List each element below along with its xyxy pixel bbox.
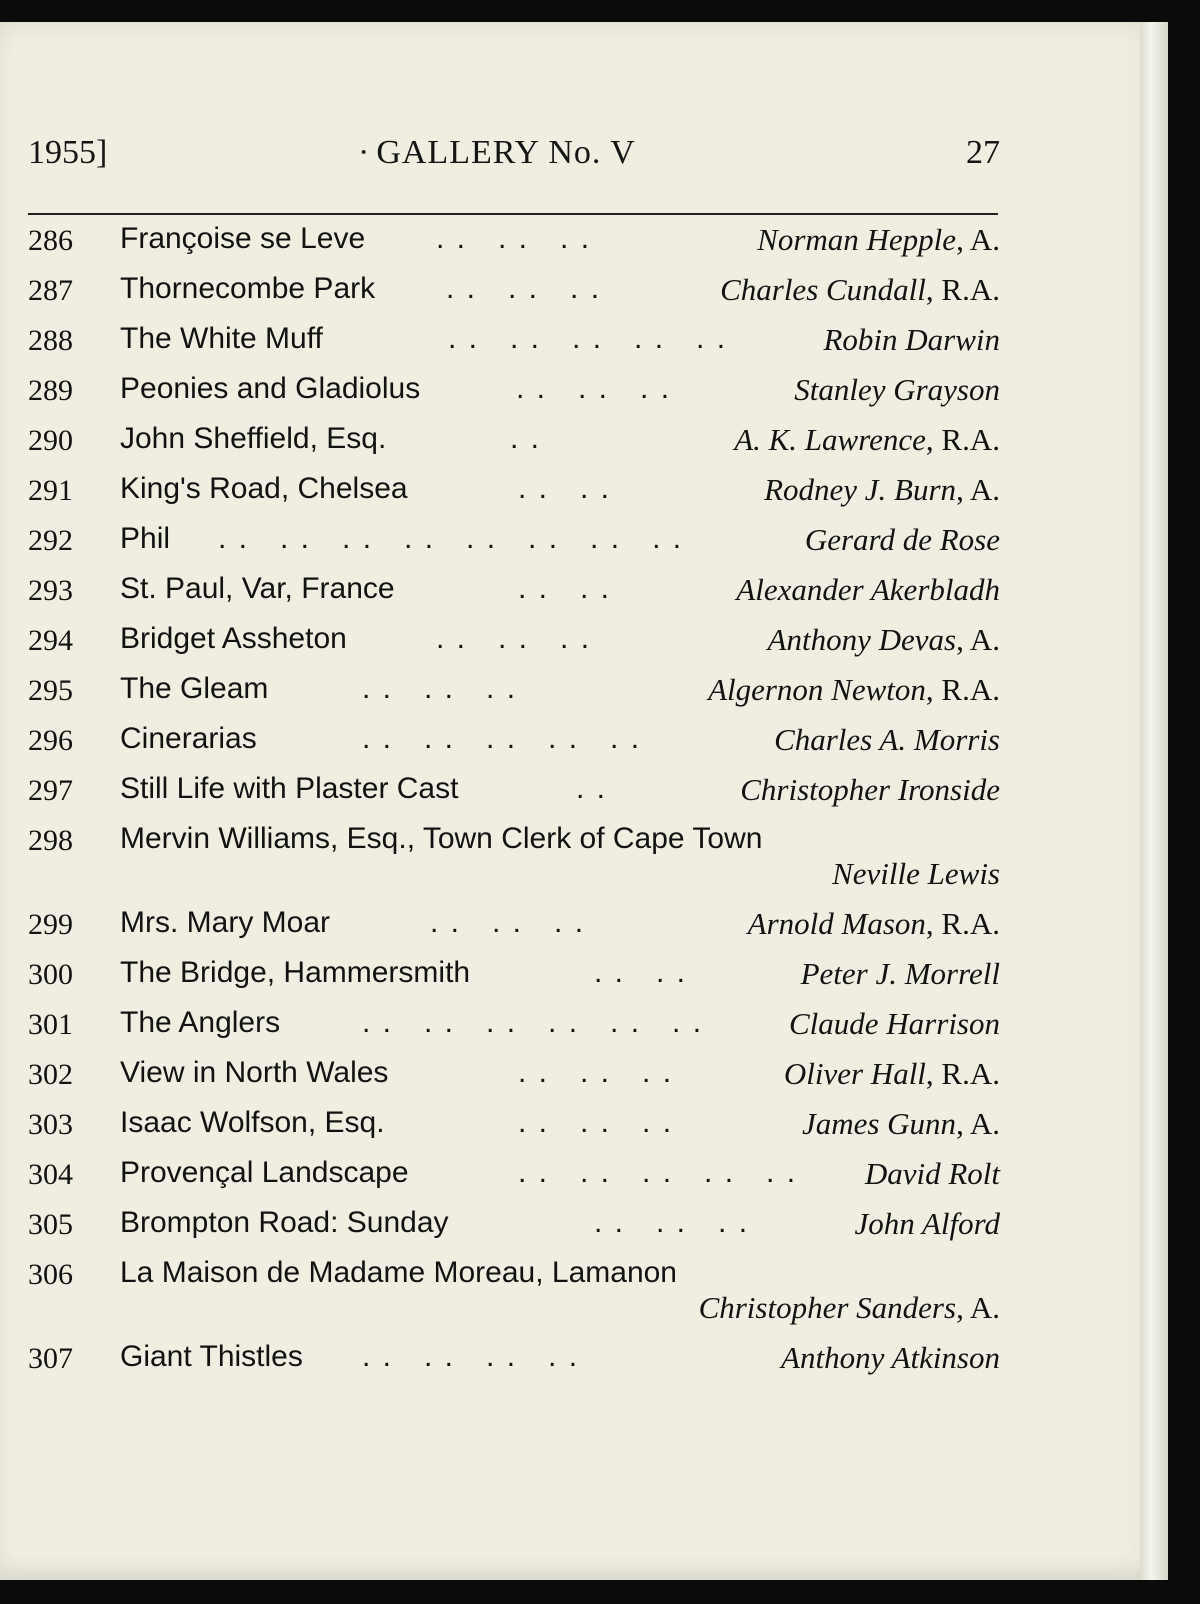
entry-artist	[720, 272, 1000, 308]
entry-artist	[865, 1156, 1000, 1192]
entry-title: Brompton Road: Sunday	[120, 1206, 449, 1239]
entry-artist	[784, 1056, 1000, 1092]
artist-distinction: , A.	[956, 1106, 1000, 1141]
entry-artist	[801, 956, 1000, 992]
entry-number: 296	[28, 724, 73, 757]
entry-title: Peonies and Gladiolus	[120, 372, 421, 405]
dot-leader: . . . . . .	[430, 906, 586, 939]
entry-number: 303	[28, 1108, 73, 1141]
artist-distinction: , R.A.	[925, 1056, 1000, 1091]
artist-name: Algernon Newton	[708, 672, 926, 707]
artist-name: Robin Darwin	[823, 322, 1000, 357]
entry-artist	[789, 1006, 1000, 1042]
dot-leader: . . . . . .	[436, 622, 592, 655]
entry-artist	[832, 856, 1000, 892]
entry-title: Phil	[120, 522, 171, 555]
catalogue-entry	[28, 1006, 1000, 1056]
artist-distinction: , A.	[956, 222, 1000, 257]
dot-leader: . .	[510, 422, 542, 455]
artist-name: Arnold Mason	[747, 906, 926, 941]
entry-artist	[794, 372, 1000, 408]
catalogue-entry	[28, 322, 1000, 372]
dot-leader: . . . .	[594, 956, 688, 989]
entry-artist	[768, 622, 1000, 658]
dot-leader: . . . . . .	[516, 372, 672, 405]
dot-leader: . . . . . .	[446, 272, 602, 305]
artist-distinction: , A.	[956, 622, 1000, 657]
artist-name: James Gunn	[801, 1106, 957, 1141]
catalogue-entry	[28, 222, 1000, 272]
catalogue-entry	[28, 372, 1000, 422]
dot-leader: . .	[576, 772, 608, 805]
catalogue-entry	[28, 772, 1000, 822]
catalogue-entry	[28, 906, 1000, 956]
catalogue-entry	[28, 572, 1000, 622]
artist-name: Oliver Hall	[783, 1056, 926, 1091]
entry-number: 287	[28, 274, 73, 307]
catalogue-entry	[28, 1256, 1000, 1340]
header-title: · GALLERY No. V	[358, 134, 636, 172]
entry-title: Mervin Williams, Esq., Town Clerk of Cape Town	[120, 822, 763, 855]
entry-list	[28, 222, 1000, 1390]
dot-leader: . . . . . .	[594, 1206, 750, 1239]
entry-number: 307	[28, 1342, 73, 1375]
entry-number: 304	[28, 1158, 73, 1191]
catalogue-entry	[28, 956, 1000, 1006]
artist-name: Claude Harrison	[789, 1006, 1000, 1041]
entry-artist	[774, 722, 1000, 758]
page-header	[28, 134, 1000, 190]
entry-number: 288	[28, 324, 73, 357]
header-page-number: 27	[966, 134, 1000, 171]
entry-title: Provençal Landscape	[120, 1156, 409, 1189]
entry-artist	[823, 322, 1000, 358]
artist-distinction: , R.A.	[925, 272, 1000, 307]
artist-name: Anthony Devas	[767, 622, 957, 657]
catalogue-entry	[28, 822, 1000, 906]
catalogue-entry	[28, 422, 1000, 472]
dot-leader: . . . .	[518, 472, 612, 505]
artist-distinction: , A.	[956, 1290, 1000, 1325]
entry-artist	[699, 1290, 1000, 1326]
entry-artist	[854, 1206, 1000, 1242]
entry-title: Giant Thistles	[120, 1340, 303, 1373]
page-edge	[1140, 22, 1168, 1580]
catalogue-entry	[28, 522, 1000, 572]
catalogue-entry	[28, 1056, 1000, 1106]
entry-number: 298	[28, 824, 73, 857]
entry-number: 289	[28, 374, 73, 407]
dot-leader: . . . . . .	[518, 1056, 674, 1089]
entry-title: John Sheffield, Esq.	[120, 422, 387, 455]
entry-artist	[764, 472, 1000, 508]
artist-distinction: , R.A.	[925, 906, 1000, 941]
catalogue-entry	[28, 1206, 1000, 1256]
entry-artist	[802, 1106, 1000, 1142]
entry-number: 300	[28, 958, 73, 991]
artist-name: Peter J. Morrell	[800, 956, 1000, 991]
entry-number: 286	[28, 224, 73, 257]
dot-leader: . . . . . .	[436, 222, 592, 255]
entry-title: Mrs. Mary Moar	[120, 906, 330, 939]
entry-number: 297	[28, 774, 73, 807]
dot-leader: . . . . . . . . . .	[448, 322, 728, 355]
dot-leader: . . . . . . . . . . . .	[362, 1006, 704, 1039]
entry-number: 299	[28, 908, 73, 941]
entry-number: 305	[28, 1208, 73, 1241]
entry-title: The Gleam	[120, 672, 269, 705]
entry-artist	[805, 522, 1000, 558]
entry-number: 294	[28, 624, 73, 657]
entry-title: The Anglers	[120, 1006, 281, 1039]
artist-name: John Alford	[854, 1206, 1000, 1241]
entry-title: Thornecombe Park	[120, 272, 376, 305]
artist-name: Christopher Sanders	[698, 1290, 957, 1325]
entry-number: 293	[28, 574, 73, 607]
artist-name: Norman Hepple	[757, 222, 957, 257]
entry-number: 302	[28, 1058, 73, 1091]
artist-name: Charles Cundall	[720, 272, 926, 307]
artist-name: Stanley Grayson	[794, 372, 1000, 407]
entry-number: 295	[28, 674, 73, 707]
artist-name: Rodney J. Burn	[764, 472, 957, 507]
entry-title: King's Road, Chelsea	[120, 472, 408, 505]
dot-leader: . . . . . . . .	[362, 1340, 580, 1373]
catalogue-entry	[28, 622, 1000, 672]
entry-title: Isaac Wolfson, Esq.	[120, 1106, 385, 1139]
artist-name: Gerard de Rose	[804, 522, 1000, 557]
catalogue-entry	[28, 1106, 1000, 1156]
entry-title: La Maison de Madame Moreau, Lamanon	[120, 1256, 677, 1289]
catalogue-entry	[28, 272, 1000, 322]
artist-name: David Rolt	[864, 1156, 1000, 1191]
dot-leader: . . . . . . . . . .	[518, 1156, 798, 1189]
entry-artist	[740, 772, 1000, 808]
artist-name: Neville Lewis	[832, 856, 1000, 891]
entry-title: The White Muff	[120, 322, 323, 355]
catalogue-entry	[28, 472, 1000, 522]
dot-leader: . . . .	[518, 572, 612, 605]
artist-distinction: , R.A.	[925, 422, 1000, 457]
entry-artist	[736, 572, 1000, 608]
header-year: 1955]	[28, 134, 108, 171]
artist-distinction: , A.	[956, 472, 1000, 507]
entry-title: Françoise se Leve	[120, 222, 366, 255]
catalogue-entry	[28, 672, 1000, 722]
entry-artist	[757, 222, 1000, 258]
header-rule	[28, 213, 998, 215]
catalogue-entry	[28, 722, 1000, 772]
catalogue-entry	[28, 1340, 1000, 1390]
entry-number: 292	[28, 524, 73, 557]
entry-number: 301	[28, 1008, 73, 1041]
entry-number: 290	[28, 424, 73, 457]
catalogue-entry	[28, 1156, 1000, 1206]
artist-name: A. K. Lawrence	[734, 422, 926, 457]
entry-artist	[748, 906, 1000, 942]
dot-leader: . . . . . .	[518, 1106, 674, 1139]
entry-title: View in North Wales	[120, 1056, 389, 1089]
entry-title: The Bridge, Hammersmith	[120, 956, 471, 989]
entry-title: Cinerarias	[120, 722, 257, 755]
entry-title: Still Life with Plaster Cast	[120, 772, 459, 805]
entry-artist	[781, 1340, 1000, 1376]
artist-name: Anthony Atkinson	[781, 1340, 1000, 1375]
dot-leader: . . . . . .	[362, 672, 518, 705]
artist-name: Alexander Akerbladh	[736, 572, 1000, 607]
dot-leader: . . . . . . . . . .	[362, 722, 642, 755]
dot-leader: . . . . . . . . . . . . . . . .	[218, 522, 684, 555]
entry-number: 306	[28, 1258, 73, 1291]
entry-artist	[734, 422, 1000, 458]
artist-distinction: , R.A.	[925, 672, 1000, 707]
entry-number: 291	[28, 474, 73, 507]
artist-name: Charles A. Morris	[774, 722, 1000, 757]
entry-artist	[708, 672, 1000, 708]
artist-name: Christopher Ironside	[740, 772, 1000, 807]
catalogue-page	[0, 22, 1168, 1580]
entry-title: St. Paul, Var, France	[120, 572, 395, 605]
entry-title: Bridget Assheton	[120, 622, 347, 655]
